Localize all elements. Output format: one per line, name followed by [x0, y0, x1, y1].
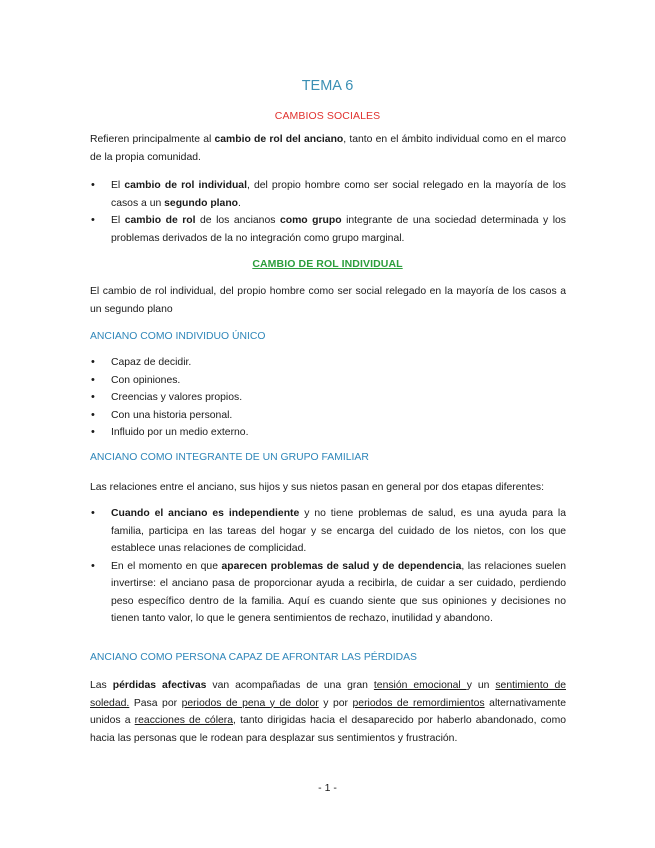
list-item: • Capaz de decidir.	[90, 354, 566, 372]
list-item	[90, 505, 566, 558]
item-text: de los ancianos	[195, 215, 280, 226]
item-bold: como grupo	[279, 215, 342, 226]
losses-text: y un	[466, 680, 496, 691]
bullet-list-cambios	[90, 177, 566, 247]
item-bold: aparecen problemas de salud y de dependencia	[221, 560, 462, 572]
losses-text: y por	[318, 697, 353, 709]
losses-text: Pasa por	[129, 697, 182, 709]
intro-text: , tanto en el ámbito individual como en el marco de la propia comunidad.	[90, 134, 566, 163]
losses-underline: periodos de pena y de dolor	[181, 697, 319, 709]
item-bold: segundo plano	[164, 197, 239, 209]
page-title: TEMA 6	[301, 78, 354, 94]
losses-text: Las	[90, 680, 113, 691]
list-item	[90, 177, 566, 212]
section-title-cambios-sociales: CAMBIOS SOCIALES	[274, 110, 381, 122]
page-number: - 1 -	[318, 782, 337, 794]
family-intro-paragraph: Las relaciones entre el anciano, sus hijos y sus nietos pasan en general por dos etapas diferentes:	[90, 482, 545, 493]
losses-underline: periodos de remordimientos	[352, 697, 485, 709]
item-bold: cambio de rol	[124, 215, 196, 226]
bullet-list-familia	[90, 505, 566, 628]
list-item: • Con una historia personal.	[90, 407, 566, 425]
item-text: .	[238, 197, 241, 209]
item-text: El	[111, 180, 125, 191]
item-bold: Cuando el anciano es independiente	[111, 508, 300, 519]
item-text: , las relaciones suelen invertirse: el anciano pasa de proporcionar ayuda a recibirla, de cuidar a ser cuidado, perdiendo peso específico dentro de la familia. Aquí es cuando siente que sus opiniones y decisiones no tienen tanto valor, lo que le genera sentimientos de rechazo, inutilidad y abandono.	[111, 560, 567, 624]
bullet-list-individuo	[90, 354, 566, 442]
section2-paragraph: El cambio de rol individual, del propio hombre como ser social relegado en la mayoría de los casos a un segundo plano	[90, 286, 566, 315]
item-bold: cambio de rol individual	[124, 180, 247, 191]
losses-text: , tanto dirigidas hacia el desaparecido por haberlo abandonado, como hacia las personas que le rodean para desplazar sus sentimientos y frustración.	[90, 715, 566, 744]
section-title-cambio-rol: CAMBIO DE ROL INDIVIDUAL	[252, 258, 403, 270]
intro-text: Refieren principalmente al	[90, 134, 215, 145]
item-text: El	[111, 215, 125, 226]
heading-perdidas: ANCIANO COMO PERSONA CAPAZ DE AFRONTAR LAS PÉRDIDAS	[90, 652, 417, 663]
list-item	[90, 212, 566, 247]
heading-individuo: ANCIANO COMO INDIVIDUO ÚNICO	[90, 331, 266, 342]
losses-text: alternativamente unidos a	[90, 697, 566, 726]
losses-underline: reacciones de cólera	[134, 715, 234, 726]
list-item: • Creencias y valores propios.	[90, 389, 566, 407]
list-item: • Con opiniones.	[90, 372, 566, 390]
heading-grupo-familiar: ANCIANO COMO INTEGRANTE DE UN GRUPO FAMILIAR	[90, 452, 369, 463]
item-text: integrante de una sociedad determinada y los problemas derivados de la no integración como grupo marginal.	[111, 215, 566, 244]
losses-underline: tensión emocional	[373, 680, 467, 691]
item-text: y no tiene problemas de salud, es una ayuda para la familia, participa en las tareas del hogar y se encarga del cuidado de los nietos, con los que establece unas relaciones de complicidad.	[111, 508, 567, 554]
losses-underline: sentimiento de soledad.	[90, 680, 567, 709]
list-item: • Influido por un medio externo.	[90, 424, 566, 442]
intro-paragraph	[90, 131, 566, 166]
losses-paragraph	[90, 677, 566, 747]
list-item	[90, 558, 566, 628]
losses-bold: pérdidas afectivas	[112, 680, 207, 691]
intro-bold: cambio de rol del anciano	[214, 134, 344, 145]
item-text: , del propio hombre como ser social relegado en la mayoría de los casos a un	[111, 180, 566, 209]
item-text: En el momento en que	[111, 560, 222, 572]
losses-text: van acompañadas de una gran	[206, 680, 374, 691]
